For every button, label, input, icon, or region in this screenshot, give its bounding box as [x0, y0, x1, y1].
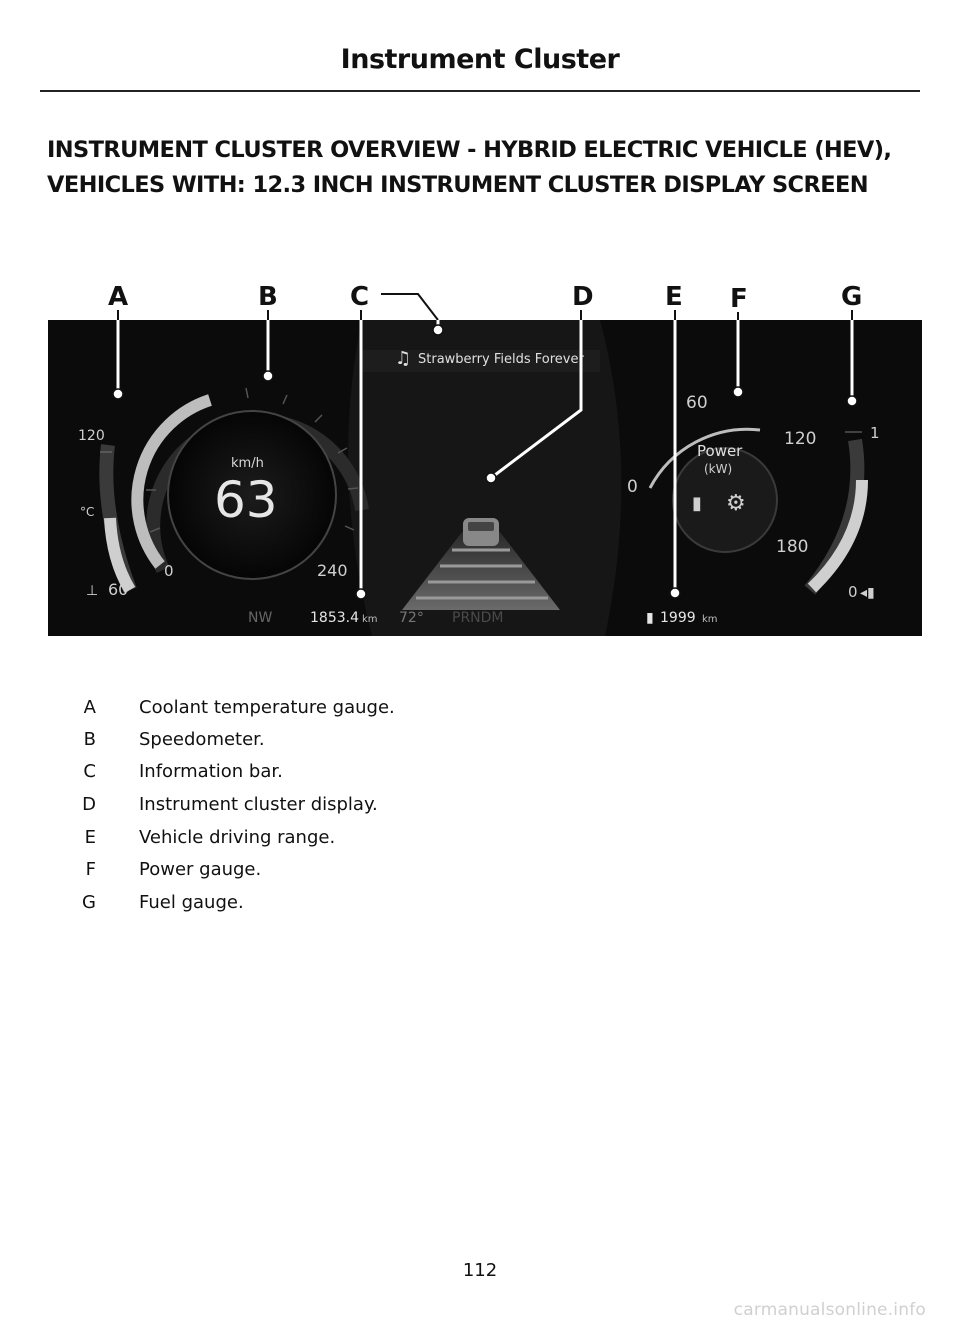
- battery-icon: ▮: [692, 493, 702, 514]
- page-header: Instrument Cluster: [340, 44, 620, 75]
- callout-b: B: [258, 282, 278, 312]
- legend-key: F: [85, 859, 96, 880]
- legend-description: Power gauge.: [139, 859, 262, 880]
- speed-min-label: 0: [164, 562, 174, 580]
- legend-item: [0, 729, 960, 759]
- speed-unit: km/h: [231, 456, 264, 471]
- power-unit: (kW): [704, 462, 733, 476]
- legend-key: C: [83, 761, 96, 782]
- legend-item: [0, 697, 960, 727]
- fuel-pump-icon: ◂▮: [860, 585, 875, 601]
- callout-c: C: [350, 282, 370, 312]
- legend-description: Instrument cluster display.: [139, 794, 378, 815]
- outside-temperature: 72°: [399, 610, 424, 626]
- callout-g: G: [841, 282, 863, 312]
- legend-key: B: [83, 729, 96, 750]
- range-unit: km: [702, 614, 718, 625]
- header-rule: [40, 90, 920, 92]
- speed-max-label: 240: [317, 561, 348, 580]
- range-value: 1999: [660, 610, 696, 626]
- temp-min-label: 60: [108, 580, 129, 599]
- legend-description: Vehicle driving range.: [139, 827, 336, 848]
- legend-item: [0, 794, 960, 824]
- watermark[interactable]: carmanualsonline.info: [733, 1300, 926, 1320]
- legend-description: Speedometer.: [139, 729, 265, 750]
- power-label: Power: [697, 442, 743, 460]
- legend-item: [0, 827, 960, 857]
- coolant-icon: ⊥: [86, 583, 99, 599]
- power-tick-0: 0: [627, 477, 638, 497]
- legend-item: [0, 761, 960, 791]
- callout-f: F: [730, 284, 748, 314]
- fuel-empty-label: 0: [848, 583, 858, 601]
- speed-value: 63: [214, 471, 278, 529]
- music-note-icon: ♫: [395, 348, 412, 369]
- temp-max-label: 120: [78, 428, 105, 444]
- section-title: INSTRUMENT CLUSTER OVERVIEW - HYBRID ELECTRIC VEHICLE (HEV), VEHICLES WITH: 12.3 INCH INSTRUMENT CLUSTER DISPLAY SCREEN: [47, 137, 892, 198]
- odometer-unit: km: [362, 614, 378, 625]
- fuel-full-label: 1: [870, 424, 880, 442]
- page-number: 112: [462, 1260, 498, 1281]
- odometer-value: 1853.4: [310, 610, 359, 626]
- legend-description: Information bar.: [139, 761, 283, 782]
- callout-e: E: [665, 282, 683, 312]
- legend-item: [0, 859, 960, 889]
- legend-key: A: [83, 697, 96, 718]
- legend-description: Coolant temperature gauge.: [139, 697, 395, 718]
- compass-heading: NW: [248, 610, 273, 626]
- gear-indicator: PRNDM: [452, 610, 504, 626]
- fuel-range-icon: ▮: [646, 610, 654, 626]
- power-tick-180: 180: [776, 537, 809, 557]
- power-tick-120: 120: [784, 429, 817, 449]
- callout-d: D: [572, 282, 594, 312]
- engine-icon: ⚙: [726, 491, 746, 516]
- legend-key: G: [82, 892, 96, 913]
- song-title: Strawberry Fields Forever: [418, 352, 584, 367]
- legend-key: E: [84, 827, 96, 848]
- legend-item: [0, 892, 960, 922]
- legend-description: Fuel gauge.: [139, 892, 244, 913]
- legend-key: D: [82, 794, 96, 815]
- power-tick-60: 60: [686, 393, 708, 413]
- temp-unit-label: °C: [80, 505, 95, 519]
- instrument-cluster-figure: [0, 270, 960, 650]
- callout-a: A: [108, 282, 129, 312]
